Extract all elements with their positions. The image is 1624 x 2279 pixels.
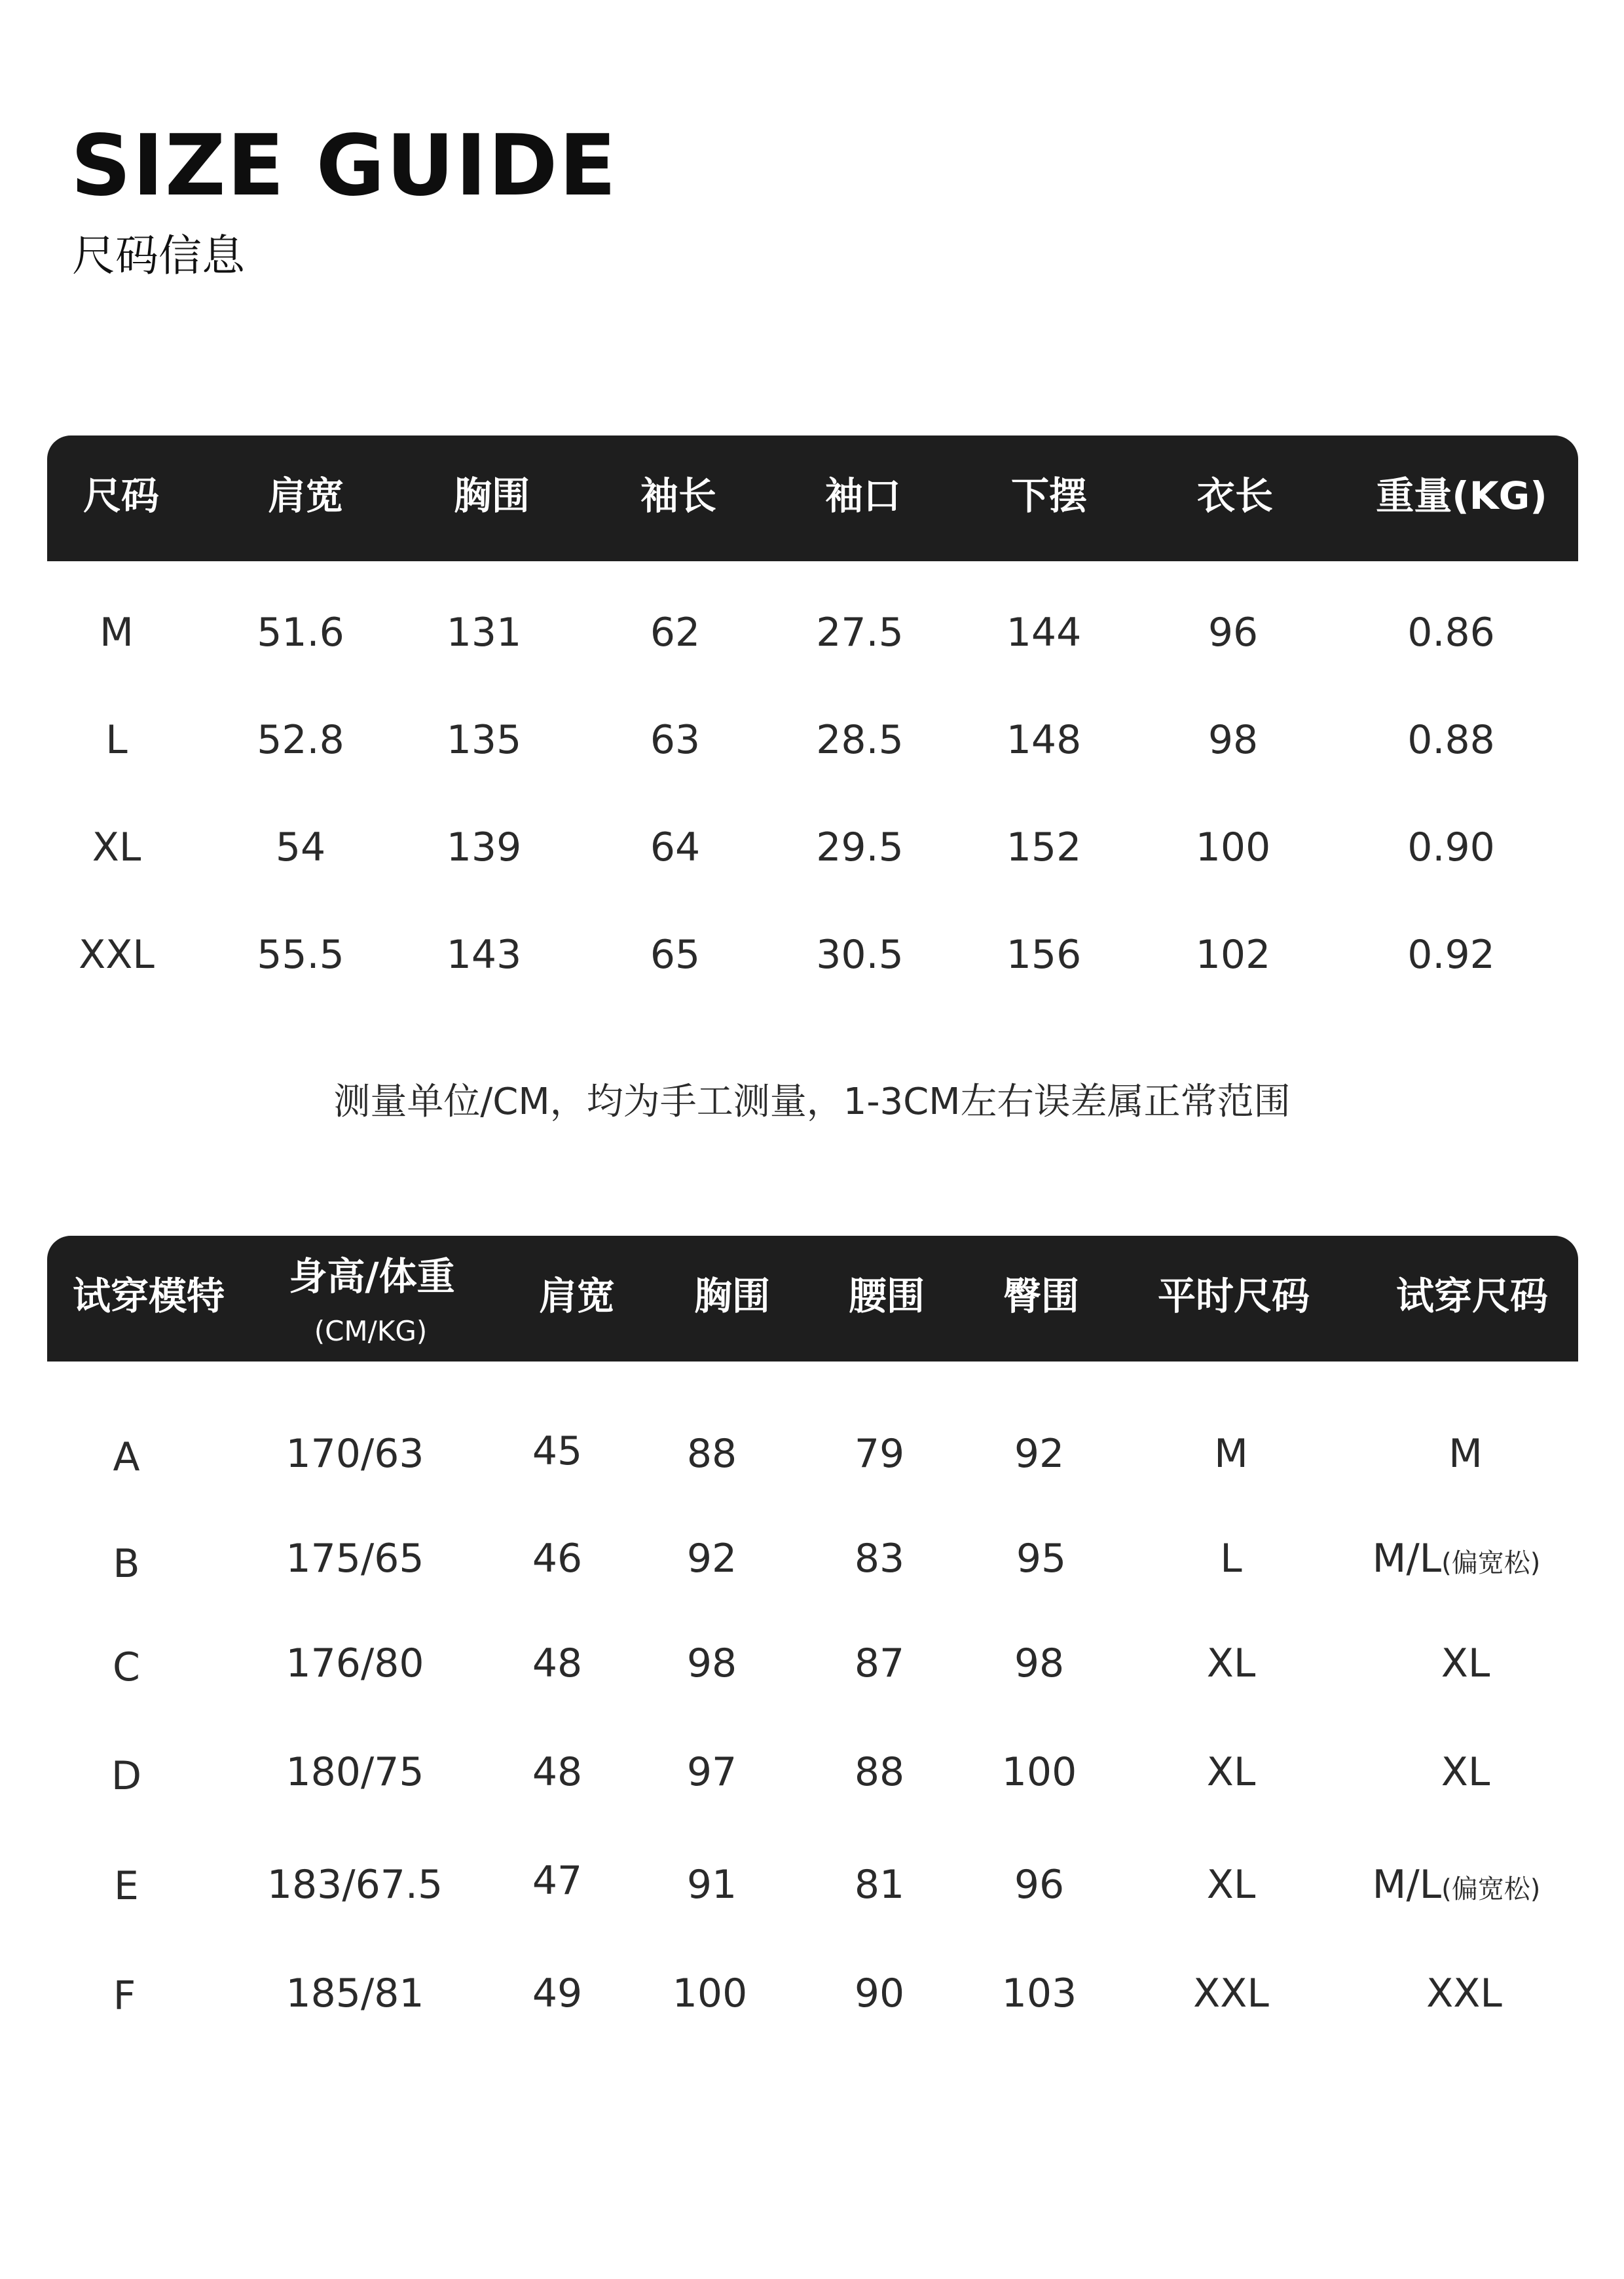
weight-cell: 0.88: [1407, 717, 1495, 763]
size-col-header: 胸围: [453, 473, 530, 518]
model-cell: D: [111, 1753, 142, 1799]
cuff-cell: 30.5: [816, 932, 904, 978]
model-col-header: 腰围: [848, 1274, 925, 1318]
weight-cell: 0.90: [1407, 825, 1495, 870]
height-weight-cell: 185/81: [286, 1971, 424, 2016]
weight-cell: 0.86: [1407, 610, 1495, 656]
model-cell: E: [114, 1863, 139, 1909]
hip-cell: 98: [1014, 1640, 1065, 1686]
chest-cell: 139: [446, 825, 522, 870]
height-weight-cell: 170/63: [286, 1431, 424, 1477]
cuff-cell: 28.5: [816, 717, 904, 763]
cuff-cell: 27.5: [816, 610, 904, 656]
tried-size-value: XL: [1441, 1749, 1490, 1795]
usual-size-cell: XXL: [1193, 1971, 1269, 2016]
tried-size-value: XXL: [1426, 1971, 1502, 2016]
tried-size-value: XL: [1441, 1640, 1490, 1686]
model-col-header: 胸围: [693, 1274, 771, 1318]
tried-size-cell: [1372, 1862, 1541, 1908]
page-subtitle: 尺码信息: [72, 231, 245, 281]
waist-cell: 83: [854, 1536, 905, 1582]
hem-cell: 152: [1006, 825, 1082, 870]
model-table-header: [47, 1236, 1578, 1362]
tried-size-cell: [1372, 1536, 1541, 1582]
shoulder-cell: 46: [532, 1536, 583, 1582]
tried-size-cell: [1426, 1971, 1502, 2016]
cuff-cell: 29.5: [816, 825, 904, 870]
hip-cell: 103: [1001, 1971, 1077, 2016]
shoulder-cell: 54: [275, 825, 326, 870]
size-col-header: 肩宽: [267, 473, 344, 518]
size-col-header: 衣长: [1196, 473, 1274, 518]
chest-cell: 97: [686, 1749, 737, 1795]
weight-cell: 0.92: [1407, 932, 1495, 978]
tried-size-value: M/L: [1372, 1862, 1442, 1908]
sleeve-cell: 64: [650, 825, 701, 870]
shoulder-cell: 55.5: [257, 932, 344, 978]
size-col-header: 下摆: [1010, 473, 1088, 518]
tried-size-cell: [1441, 1640, 1490, 1686]
shoulder-cell: 49: [532, 1971, 583, 2016]
height-weight-cell: 183/67.5: [267, 1862, 443, 1908]
model-col-header: 试穿模特: [72, 1274, 225, 1318]
tried-size-note: (偏宽松): [1441, 1874, 1541, 1904]
height-weight-cell: 175/65: [286, 1536, 424, 1582]
model-col-subheader: (CM/KG): [314, 1315, 428, 1347]
shoulder-cell: 52.8: [257, 717, 344, 763]
waist-cell: 87: [854, 1640, 905, 1686]
size-col-header: 袖口: [824, 473, 902, 518]
usual-size-cell: XL: [1206, 1640, 1256, 1686]
measurement-note: 测量单位/CM，均为手工测量，1-3CM左右误差属正常范围: [333, 1081, 1291, 1123]
sleeve-cell: 65: [650, 932, 701, 978]
height-weight-cell: 176/80: [286, 1640, 424, 1686]
model-col-header: 平时尺码: [1157, 1274, 1310, 1318]
chest-cell: 91: [686, 1862, 737, 1908]
length-cell: 96: [1208, 610, 1259, 656]
usual-size-cell: M: [1214, 1431, 1248, 1477]
hip-cell: 96: [1014, 1862, 1065, 1908]
tried-size-cell: [1449, 1431, 1483, 1477]
waist-cell: 81: [854, 1862, 905, 1908]
hip-cell: 92: [1014, 1431, 1065, 1477]
chest-cell: 98: [686, 1640, 737, 1686]
model-col-header: 臀围: [1003, 1274, 1080, 1318]
length-cell: 102: [1195, 932, 1271, 978]
tried-size-value: M/L: [1372, 1536, 1442, 1582]
tried-size-cell: [1441, 1749, 1490, 1795]
size-col-header: 重量(KG): [1376, 473, 1547, 518]
shoulder-cell: 51.6: [257, 610, 344, 656]
waist-cell: 79: [854, 1431, 905, 1477]
model-col-header: 试穿尺码: [1395, 1274, 1549, 1318]
usual-size-cell: XL: [1206, 1749, 1256, 1795]
tried-size-value: M: [1449, 1431, 1483, 1477]
shoulder-cell: 47: [532, 1858, 583, 1904]
shoulder-cell: 48: [532, 1749, 583, 1795]
shoulder-cell: 45: [532, 1428, 583, 1474]
page-title: SIZE GUIDE: [71, 117, 618, 215]
hip-cell: 100: [1001, 1749, 1077, 1795]
hip-cell: 95: [1016, 1536, 1067, 1582]
height-weight-cell: 180/75: [286, 1749, 424, 1795]
chest-cell: 88: [686, 1431, 737, 1477]
chest-cell: 100: [672, 1971, 748, 2016]
chest-cell: 135: [446, 717, 522, 763]
shoulder-cell: 48: [532, 1640, 583, 1686]
waist-cell: 90: [854, 1971, 905, 2016]
usual-size-cell: XL: [1206, 1862, 1256, 1908]
size-col-header: 袖长: [640, 473, 717, 518]
model-cell: C: [113, 1644, 140, 1690]
sleeve-cell: 63: [650, 717, 701, 763]
model-cell: B: [113, 1541, 140, 1587]
tried-size-note: (偏宽松): [1441, 1548, 1541, 1578]
length-cell: 98: [1208, 717, 1259, 763]
hem-cell: 156: [1006, 932, 1082, 978]
hem-cell: 148: [1006, 717, 1082, 763]
usual-size-cell: L: [1220, 1536, 1242, 1582]
chest-cell: 92: [686, 1536, 737, 1582]
waist-cell: 88: [854, 1749, 905, 1795]
model-col-header: 肩宽: [538, 1274, 616, 1318]
hem-cell: 144: [1006, 610, 1082, 656]
sleeve-cell: 62: [650, 610, 701, 656]
length-cell: 100: [1195, 825, 1271, 870]
size-cell: XL: [92, 825, 141, 870]
model-col-header: 身高/体重: [289, 1254, 455, 1299]
size-col-header: 尺码: [83, 473, 160, 518]
model-cell: A: [113, 1434, 140, 1480]
size-cell: XXL: [79, 932, 155, 978]
chest-cell: 143: [446, 932, 522, 978]
model-cell: F: [113, 1973, 136, 2019]
chest-cell: 131: [446, 610, 522, 656]
size-cell: L: [105, 717, 128, 763]
size-cell: M: [100, 610, 134, 656]
